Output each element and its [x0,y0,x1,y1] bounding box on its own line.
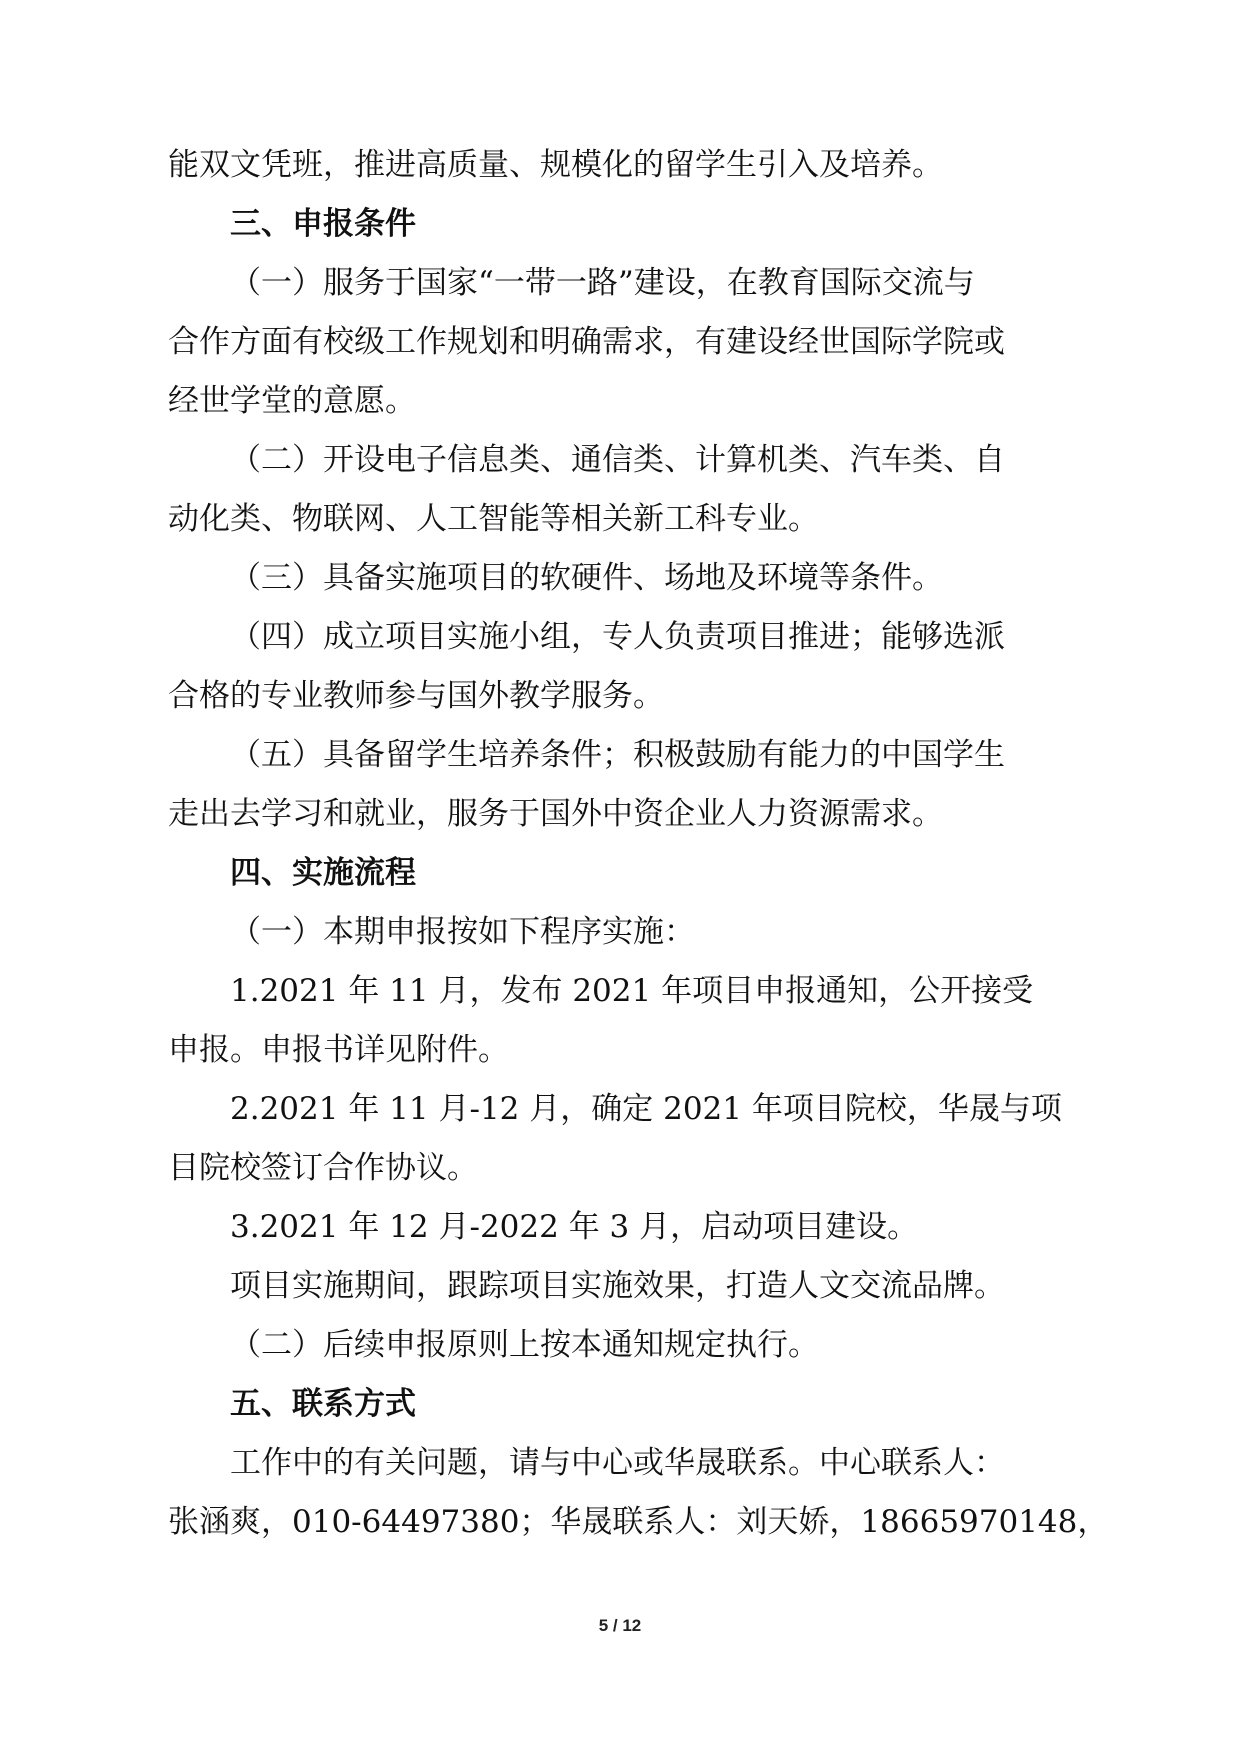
text-line: （四）成立项目实施小组，专人负责项目推进；能够选派 [230,619,1005,655]
text-line: （三）具备实施项目的软硬件、场地及环境等条件。 [230,560,943,596]
section-heading: 三、申报条件 [230,206,416,242]
text-line: 能双文凭班，推进高质量、规模化的留学生引入及培养。 [168,147,943,183]
text-line: 申报。申报书详见附件。 [168,1032,509,1068]
text-line: 3.2021 年 12 月-2022 年 3 月，启动项目建设。 [230,1209,919,1245]
text-line: （五）具备留学生培养条件；积极鼓励有能力的中国学生 [230,737,1005,773]
section-heading: 四、实施流程 [230,855,416,891]
text-line: 项目实施期间，跟踪项目实施效果，打造人文交流品牌。 [230,1268,1005,1304]
text-line: （一）本期申报按如下程序实施： [230,914,695,950]
text-line: 合作方面有校级工作规划和明确需求，有建设经世国际学院或 [168,324,1005,360]
text-line: 张涵爽，010-64497380；华晟联系人：刘天娇，18665970148， [168,1504,1109,1540]
text-line: 工作中的有关问题，请与中心或华晟联系。中心联系人： [230,1445,1005,1481]
text-line: （二）后续申报原则上按本通知规定执行。 [230,1327,819,1363]
section-heading: 五、联系方式 [230,1386,416,1422]
text-line: （一）服务于国家“一带一路”建设，在教育国际交流与 [230,265,975,301]
text-line: 2.2021 年 11 月-12 月，确定 2021 年项目院校，华晟与项 [230,1091,1062,1127]
document-body [168,136,1109,1552]
text-line: 经世学堂的意愿。 [168,383,416,419]
text-line: 合格的专业教师参与国外教学服务。 [168,678,664,714]
text-line: 动化类、物联网、人工智能等相关新工科专业。 [168,501,819,537]
text-line: 1.2021 年 11 月，发布 2021 年项目申报通知，公开接受 [230,973,1034,1009]
text-line: 走出去学习和就业，服务于国外中资企业人力资源需求。 [168,796,943,832]
text-line: （二）开设电子信息类、通信类、计算机类、汽车类、自 [230,442,1005,478]
page-number: 5 / 12 [598,1616,642,1635]
text-line: 目院校签订合作协议。 [168,1150,478,1186]
